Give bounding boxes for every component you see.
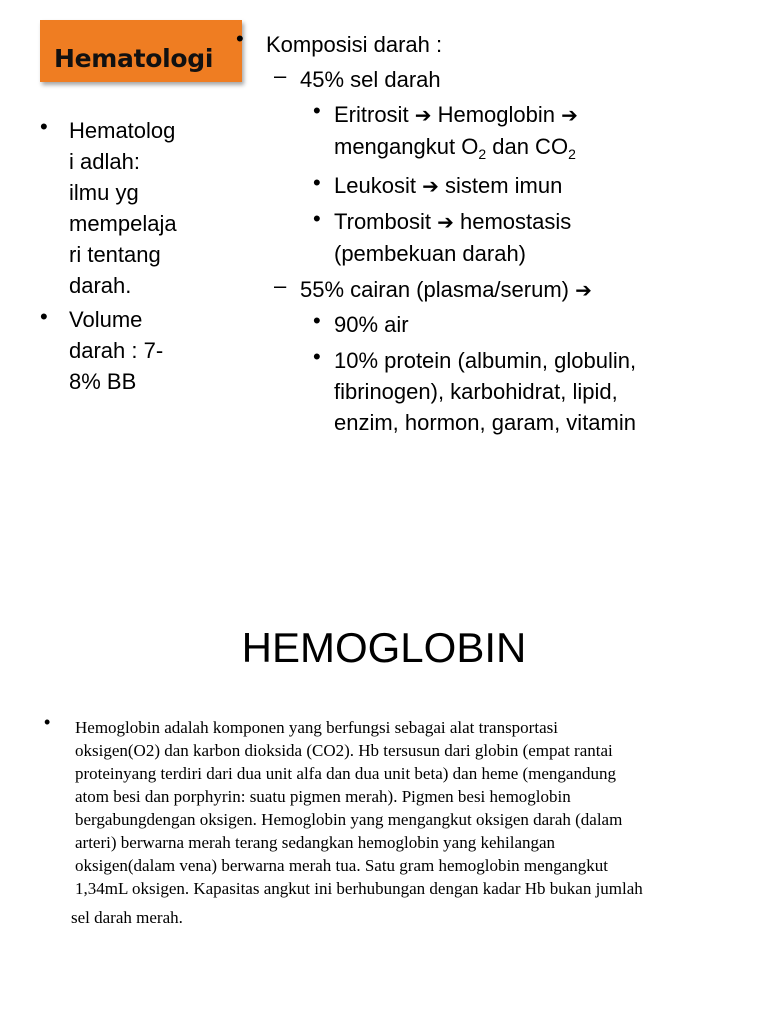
eritrosit-label: Eritrosit xyxy=(334,102,409,127)
bullet-icon: • xyxy=(313,344,321,369)
dash-icon: – xyxy=(274,273,287,298)
arrow-icon: ➔ xyxy=(575,278,592,302)
composition-heading: Komposisi darah : xyxy=(266,32,443,57)
cells-percentage: 45% sel darah xyxy=(300,67,441,92)
hemoglobin-label: Hemoglobin xyxy=(437,102,555,127)
arrow-icon: ➔ xyxy=(414,103,432,127)
arrow-icon: ➔ xyxy=(422,174,439,198)
left-bullet-1-line: mempelaja xyxy=(69,211,177,236)
left-bullet-1 xyxy=(69,115,177,301)
paragraph-line: oksigen(dalam vena) berwarna merah tua. Satu gram hemoglobin mengangkut xyxy=(75,856,608,875)
paragraph-line: bergabungdengan oksigen. Hemoglobin yang mengangkut oksigen darah (dalam xyxy=(75,810,623,829)
leukosit-item xyxy=(334,170,562,202)
paragraph-line: proteinyang terdiri dari dua unit alfa dan dua unit beta) dan heme (mengandung xyxy=(75,764,616,783)
left-bullet-1-line: i adlah: xyxy=(69,149,140,174)
bullet-icon: • xyxy=(40,304,48,329)
left-bullet-2-line: 8% BB xyxy=(69,369,137,394)
trombosit-function: hemostasis xyxy=(460,209,572,234)
subscript: 2 xyxy=(478,146,487,162)
air-item: 90% air xyxy=(334,312,409,337)
trombosit-label: Trombosit xyxy=(334,209,431,234)
slide-title: Hematologi xyxy=(54,44,214,73)
left-bullet-1-line: Hematolog xyxy=(69,118,176,143)
transport-text-2: dan CO xyxy=(492,134,569,159)
protein-line: fibrinogen), karbohidrat, lipid, xyxy=(334,379,618,404)
left-bullet-2-line: Volume xyxy=(69,307,143,332)
leukosit-function: sistem imun xyxy=(444,173,563,198)
leukosit-label: Leukosit xyxy=(334,173,416,198)
transport-text: mengangkut O xyxy=(334,134,479,159)
trombosit-note: (pembekuan darah) xyxy=(334,241,527,266)
paragraph-line: Hemoglobin adalah komponen yang berfungsi sebagai alat transportasi xyxy=(75,718,558,737)
protein-item xyxy=(334,345,636,438)
paragraph-line: oksigen(O2) dan karbon dioksida (CO2). Hb tersusun dari globin (empat rantai xyxy=(75,741,613,760)
paragraph-line: 1,34mL oksigen. Kapasitas angkut ini berhubungan dengan kadar Hb bukan jumlah xyxy=(75,879,643,898)
trombosit-item xyxy=(334,206,571,269)
left-bullet-1-line: ri tentang xyxy=(69,242,161,267)
dash-icon: – xyxy=(274,63,287,88)
section-heading: HEMOGLOBIN xyxy=(241,624,527,671)
bullet-icon: • xyxy=(313,308,321,333)
bullet-icon: • xyxy=(44,712,51,732)
protein-line: enzim, hormon, garam, vitamin xyxy=(334,410,636,435)
paragraph-line: atom besi dan porphyrin: suatu pigmen merah). Pigmen besi hemoglobin xyxy=(75,787,571,806)
bullet-icon: • xyxy=(313,206,321,231)
arrow-icon: ➔ xyxy=(561,103,578,127)
left-bullet-1-line: ilmu yg xyxy=(69,180,139,205)
subscript: 2 xyxy=(568,146,576,162)
plasma-percentage xyxy=(300,274,592,306)
arrow-icon: ➔ xyxy=(437,210,454,234)
bullet-icon: • xyxy=(40,114,48,139)
left-bullet-2 xyxy=(69,304,163,397)
protein-line: 10% protein (albumin, globulin, xyxy=(334,348,637,373)
left-bullet-2-line: darah : 7- xyxy=(69,338,164,363)
paragraph-last-line: sel darah merah. xyxy=(71,908,183,927)
left-bullet-1-line: darah. xyxy=(69,273,132,298)
eritrosit-item xyxy=(334,99,578,162)
plasma-label: 55% cairan (plasma/serum) xyxy=(300,277,569,302)
bullet-icon: • xyxy=(313,98,321,123)
paragraph-line: arteri) berwarna merah terang sedangkan hemoglobin yang kehilangan xyxy=(75,833,556,852)
bullet-icon: • xyxy=(313,170,321,195)
hemoglobin-paragraph xyxy=(75,716,755,900)
bullet-icon: • xyxy=(236,26,244,51)
